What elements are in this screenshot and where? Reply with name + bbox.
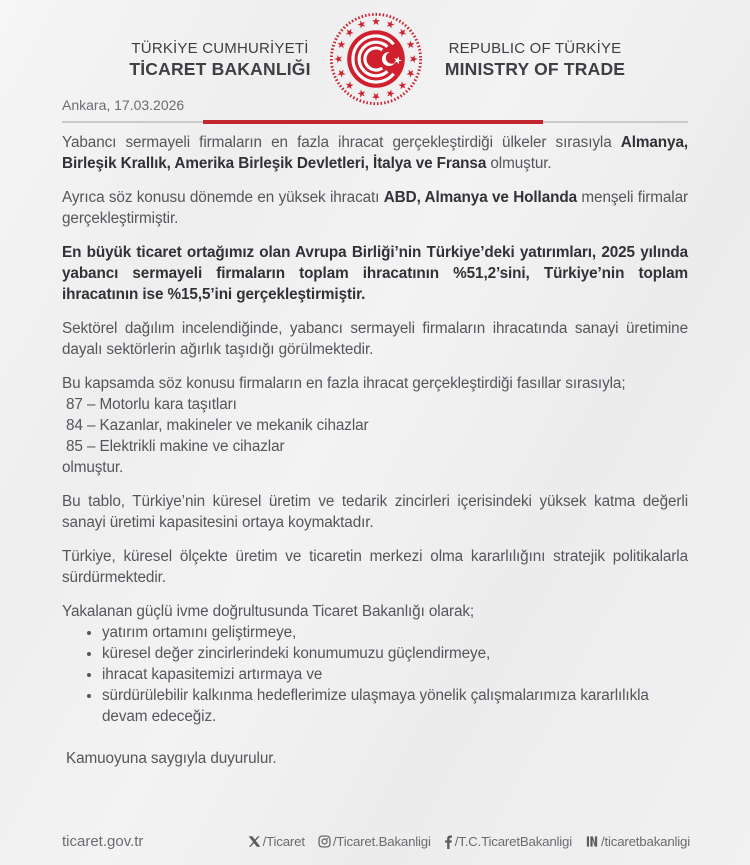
facebook-icon xyxy=(444,835,453,849)
social-instagram xyxy=(318,834,431,849)
paragraph-sector-distribution: Sektörel dağılım incelendiğinde, yabancı sermayeli firmaların ihracatında sanayi üretimine dayalı sektörlerin ağırlık taşıdığı görülmektedir. xyxy=(62,320,688,358)
ministry-name-en-line1: REPUBLIC OF TÜRKİYE xyxy=(448,40,622,57)
instagram-icon xyxy=(318,835,331,848)
chapter-item-85: 85 – Elektrikli makine ve cihazlar xyxy=(66,438,285,455)
ministry-of-trade-logo xyxy=(328,11,424,107)
paragraph-countries xyxy=(62,132,688,174)
ministry-emblem-icon xyxy=(328,11,424,107)
divider-red-accent xyxy=(203,120,543,124)
social-x xyxy=(248,834,305,849)
paragraph-top-exporters-post: menşeli firmalar gerçekleştirmiştir. xyxy=(62,189,689,227)
chapter-item-84: 84 – Kazanlar, makineler ve mekanik cihazlar xyxy=(66,417,369,434)
ministry-name-tr-line1: TÜRKİYE CUMHURİYETİ xyxy=(131,40,309,57)
ministry-name-turkish xyxy=(105,40,335,81)
press-release-body xyxy=(62,132,688,769)
ministry-name-english xyxy=(420,40,650,81)
social-facebook xyxy=(444,834,572,849)
goal-item: • ihracat kapasitemizi artırmaya ve xyxy=(102,664,688,685)
x-handle: /Ticaret xyxy=(262,834,305,849)
social-nsosyal xyxy=(585,834,690,849)
facebook-handle: /T.C.TicaretBakanligi xyxy=(454,834,572,849)
paragraph-countries-post: olmuştur. xyxy=(486,155,552,172)
goal-item: • yatırım ortamını geliştirmeye, xyxy=(102,622,688,643)
goal-item: • küresel değer zincirlerindeki konumumuzu güçlendirmeye, xyxy=(102,643,688,664)
paragraph-eu-investments: En büyük ticaret ortağımız olan Avrupa Birliği’nin Türkiye’deki yatırımları, 2025 yılında yabancı sermayeli firmaların toplam ihracatının %51,2’sini, Türkiye’nin toplam ihracatının ise %15,5’ini gerçekleştirmiştir. xyxy=(62,244,688,303)
paragraph-strategic-policies: Türkiye, küresel ölçekte üretim ve ticaretin merkezi olma kararlılığını stratejik politikalarla sürdürmektedir. xyxy=(62,548,688,586)
paragraph-countries-pre: Yabancı sermayeli firmaların en fazla ihracat gerçekleştirdiği ülkeler sırasıyla xyxy=(62,134,621,151)
closing-statement: Kamuoyuna saygıyla duyurulur. xyxy=(66,750,277,767)
goal-item: • sürdürülebilir kalkınma hedeflerimize ulaşmaya yönelik çalışmalarımıza kararlılıkla devam edeceğiz. xyxy=(102,685,688,727)
goals-list xyxy=(62,622,688,727)
chapter-item-87: 87 – Motorlu kara taşıtları xyxy=(66,396,237,413)
goals-intro: Yakalanan güçlü ivme doğrultusunda Ticaret Bakanlığı olarak; xyxy=(62,603,475,620)
chapter-list-outro: olmuştur. xyxy=(62,459,124,476)
ministry-name-en-line2: MINISTRY OF TRADE xyxy=(444,58,626,79)
nsosyal-icon xyxy=(585,835,599,848)
paragraph-top-exporters xyxy=(62,187,688,229)
paragraph-top-exporters-pre: Ayrıca söz konusu dönemde en yüksek ihracatı xyxy=(62,189,384,206)
chapter-list-intro: Bu kapsamda söz konusu firmaların en fazla ihracat gerçekleştirdiği fasıllar sırasıyla; xyxy=(62,375,626,392)
ministry-name-tr-line2: TİCARET BAKANLIĞI xyxy=(129,58,311,79)
paragraph-capacity: Bu tablo, Türkiye’nin küresel üretim ve tedarik zincirleri içerisindeki yüksek katma değerli sanayi üretimi kapasitesini ortaya koymaktadır. xyxy=(62,493,688,531)
paragraph-countries-bold: Almanya, Birleşik Krallık, Amerika Birleşik Devletleri, İtalya ve Fransa xyxy=(62,134,688,172)
footer xyxy=(62,833,690,850)
chapter-list-block xyxy=(62,373,688,478)
instagram-handle: /Ticaret.Bakanligi xyxy=(332,834,431,849)
x-icon xyxy=(248,835,261,848)
divider xyxy=(62,120,688,125)
nsosyal-handle: /ticaretbakanligi xyxy=(601,834,690,849)
dateline: Ankara, 17.03.2026 xyxy=(62,97,185,113)
social-handles xyxy=(248,834,690,849)
website-url: ticaret.gov.tr xyxy=(62,833,144,850)
paragraph-top-exporters-bold: ABD, Almanya ve Hollanda xyxy=(383,189,578,206)
